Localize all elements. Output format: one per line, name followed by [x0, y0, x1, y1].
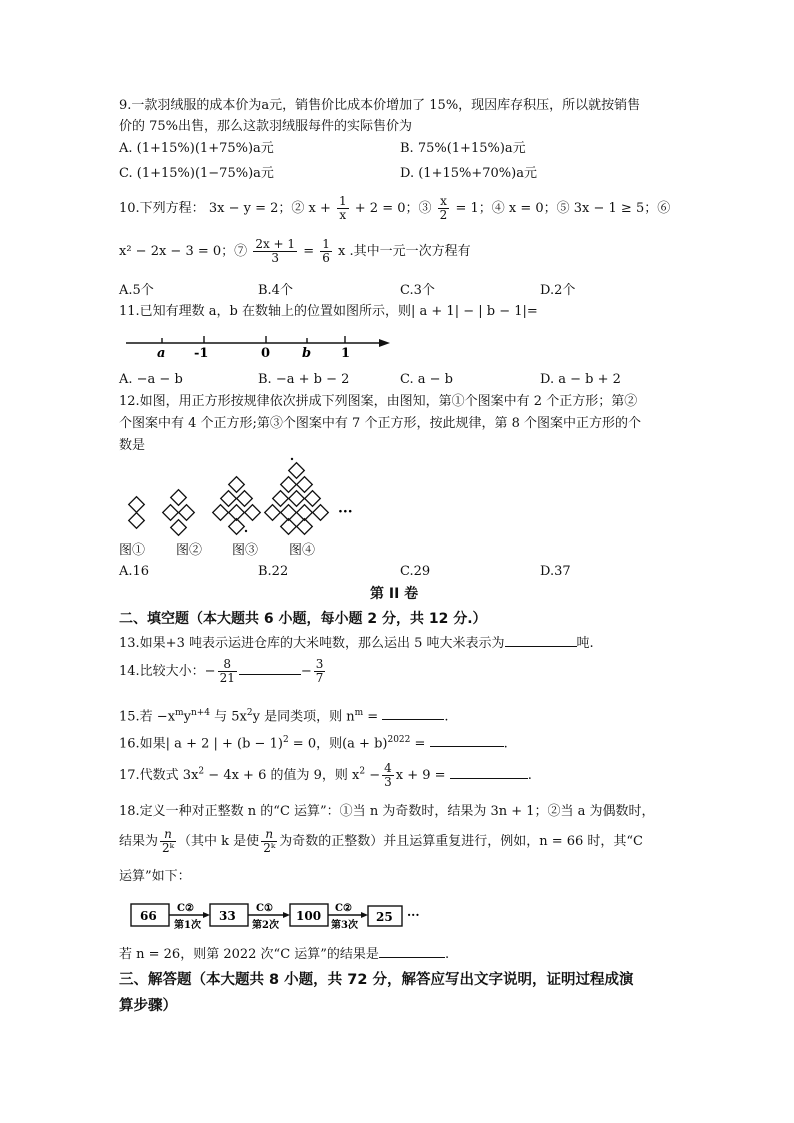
figure-3-squares — [213, 477, 261, 535]
q9-line1: 9.一款羽绒服的成本价为a元，销售价比成本价增加了 15%，现因库存积压，所以就按销售 — [119, 98, 641, 113]
answer-blank — [379, 945, 445, 958]
flow-step-1: 第1次 — [174, 920, 201, 931]
q12-option-d: D.37 — [540, 564, 571, 579]
label-one: 1 — [341, 346, 351, 361]
q9-option-d: D. (1+15%+70%)a元 — [400, 166, 537, 181]
label-a: a — [157, 346, 166, 361]
fraction-8-over-21: $\frac{8}{21}$ — [219, 657, 235, 685]
speck-dot — [291, 458, 293, 460]
continuation-dots: ··· — [338, 504, 353, 520]
q9-option-a: A. (1+15%)(1+75%)a元 — [119, 141, 274, 156]
q10-eq1: 3x − y = 2；② x + — [208, 201, 331, 216]
section-two-heading: 二、填空题（本大题共 6 小题，每小题 2 分，共 12 分.） — [119, 611, 487, 627]
flow-op-3: C② — [335, 903, 352, 914]
section-three-heading-line1: 三、解答题（本大题共 8 小题，共 72 分，解答应写出文字说明，证明过程成演 — [119, 972, 634, 988]
part-two-title: 第 II 卷 — [370, 586, 419, 602]
q9-option-b: B. 75%(1+15%)a元 — [400, 141, 526, 156]
label-minus-one: -1 — [194, 346, 209, 361]
q13-text: 13.如果+3 吨表示运进仓库的大米吨数，那么运出 5 吨大米表示为 — [119, 636, 505, 651]
figure-1-squares — [129, 497, 145, 529]
q11-option-d: D. a − b + 2 — [540, 372, 621, 387]
q18-line1: 18.定义一种对正整数 n 的“C 运算”：①当 n 为奇数时，结果为 3n + 1；②当 a 为偶数时， — [119, 804, 655, 819]
q10-option-c: C.3个 — [400, 283, 435, 298]
q12-line3: 数是 — [119, 438, 146, 453]
section-three-heading-line2: 算步骤） — [119, 998, 177, 1014]
q11-option-a: A. −a − b — [119, 372, 183, 387]
answer-blank — [382, 707, 444, 720]
fraction-1-over-x: $\frac{1}{x}$ — [339, 194, 347, 222]
q10-eq2: = 1；④ x = 0；⑤ 3x − 1 ≥ 5；⑥ — [455, 201, 671, 216]
c-operation-flow-diagram — [128, 896, 428, 936]
flow-op-1: C② — [177, 903, 194, 914]
fraction-3-over-7: $\frac{3}{7}$ — [315, 657, 324, 685]
fraction-2x1-over-3: $\frac{2x + 1}{3}$ — [255, 237, 296, 265]
fraction-4-over-3: $\frac{4}{3}$ — [384, 761, 392, 789]
flow-value-25: 25 — [376, 910, 393, 924]
q9-line2: 价的 75%出售，那么这款羽绒服每件的实际售价为 — [119, 119, 413, 134]
flow-step-3: 第3次 — [331, 920, 358, 931]
answer-blank — [430, 734, 504, 747]
flow-op-2: C① — [256, 903, 273, 914]
fraction-x-over-2: $\frac{x}{2}$ — [439, 194, 448, 222]
q18-line2: 结果为 $\frac{n}{\text{2ᵏ}}$ （其中 k 是使 $\frac{n}{\text{2ᵏ}}$ 为奇数的正整数）并且运算重复进行，例如，n = 66 时，其“C — [119, 827, 644, 855]
q12-option-b: B.22 — [258, 564, 289, 579]
q11-option-b: B. −a + b − 2 — [258, 372, 350, 387]
flow-value-33: 33 — [219, 909, 236, 923]
q10-option-b: B.4个 — [258, 283, 293, 298]
q17: 17.代数式 $3x^2 - 4x + 6$ 的值为 9，则 $x^2$ − $\frac{4}{3}$ x + 9 = . — [119, 761, 532, 789]
q12-line2: 个图案中有 4 个正方形;第③个图案中有 7 个正方形，按此规律，第 8 个图案中正方形的个 — [119, 416, 641, 431]
q11-text: 11.已知有理数 a，b 在数轴上的位置如图所示，则| a + 1| − | b − 1|= — [119, 304, 538, 319]
square-pattern-figures — [118, 455, 368, 545]
fraction-1-over-6: $\frac{1}{6}$ — [322, 237, 330, 265]
q10-line2c: x .其中一元一次方程有 — [338, 244, 471, 259]
q10-prefix: 10.下列方程： — [119, 201, 205, 216]
number-line-diagram — [120, 330, 395, 362]
flow-continuation-dots: ··· — [407, 908, 420, 922]
figure-4-squares — [265, 463, 329, 535]
fraction-n-over-2k: $\frac{n}{\text{2ᵏ}}$ — [263, 827, 276, 855]
label-zero: 0 — [261, 346, 271, 361]
q13-unit: 吨. — [576, 636, 594, 651]
flow-step-2: 第2次 — [252, 920, 279, 931]
fraction-n-over-2k: $\frac{n}{\text{2ᵏ}}$ — [162, 827, 175, 855]
q10-line1 — [119, 195, 670, 222]
q10-option-d: D.2个 — [540, 283, 576, 298]
flow-value-66: 66 — [140, 909, 157, 923]
q12-line1: 12.如图，用正方形按规律依次拼成下列图案，由图知，第①个图案中有 2 个正方形；第② — [119, 394, 638, 409]
q12-option-c: C.29 — [400, 564, 431, 579]
q10-line2b: = — [303, 244, 315, 259]
q10-line2 — [119, 238, 471, 265]
q10-line2a: x² − 2x − 3 = 0；⑦ — [119, 244, 248, 259]
label-b: b — [302, 346, 312, 361]
answer-blank — [450, 766, 528, 779]
q16: 16.如果| a + 2 | + $(b - 1)^2 = 0$，则$(a + b)^{2022}$ = . — [119, 735, 508, 752]
q13 — [119, 634, 594, 653]
q15: 15.若 $-x^my^{n+4}$ 与 $5x^2y$ 是同类项，则 $n^m$ = . — [119, 708, 449, 725]
answer-blank — [239, 662, 301, 675]
figure-2-squares — [163, 490, 195, 536]
answer-blank — [505, 634, 577, 647]
q9-option-c: C. (1+15%)(1−75%)a元 — [119, 166, 274, 181]
speck-dot — [245, 530, 247, 532]
number-line-arrow — [379, 339, 390, 347]
q12-option-a: A.16 — [119, 564, 150, 579]
caption-figure-2: 图② — [176, 543, 203, 558]
q10-option-a: A.5个 — [119, 283, 154, 298]
caption-figure-3: 图③ — [232, 543, 259, 558]
q18-line4: 若 n = 26，则第 2022 次“C 运算”的结果是 . — [119, 947, 450, 962]
q14-text: 14.比较大小：− — [119, 664, 216, 679]
flow-value-100: 100 — [296, 909, 322, 923]
q14 — [119, 658, 327, 685]
caption-figure-4: 图④ — [289, 543, 316, 558]
q10-eq1b: + 2 = 0；③ — [354, 201, 432, 216]
caption-figure-1: 图① — [119, 543, 146, 558]
q11-option-c: C. a − b — [400, 372, 453, 387]
q18-line3: 运算”如下： — [119, 869, 191, 884]
q14-minus: − — [300, 664, 312, 679]
